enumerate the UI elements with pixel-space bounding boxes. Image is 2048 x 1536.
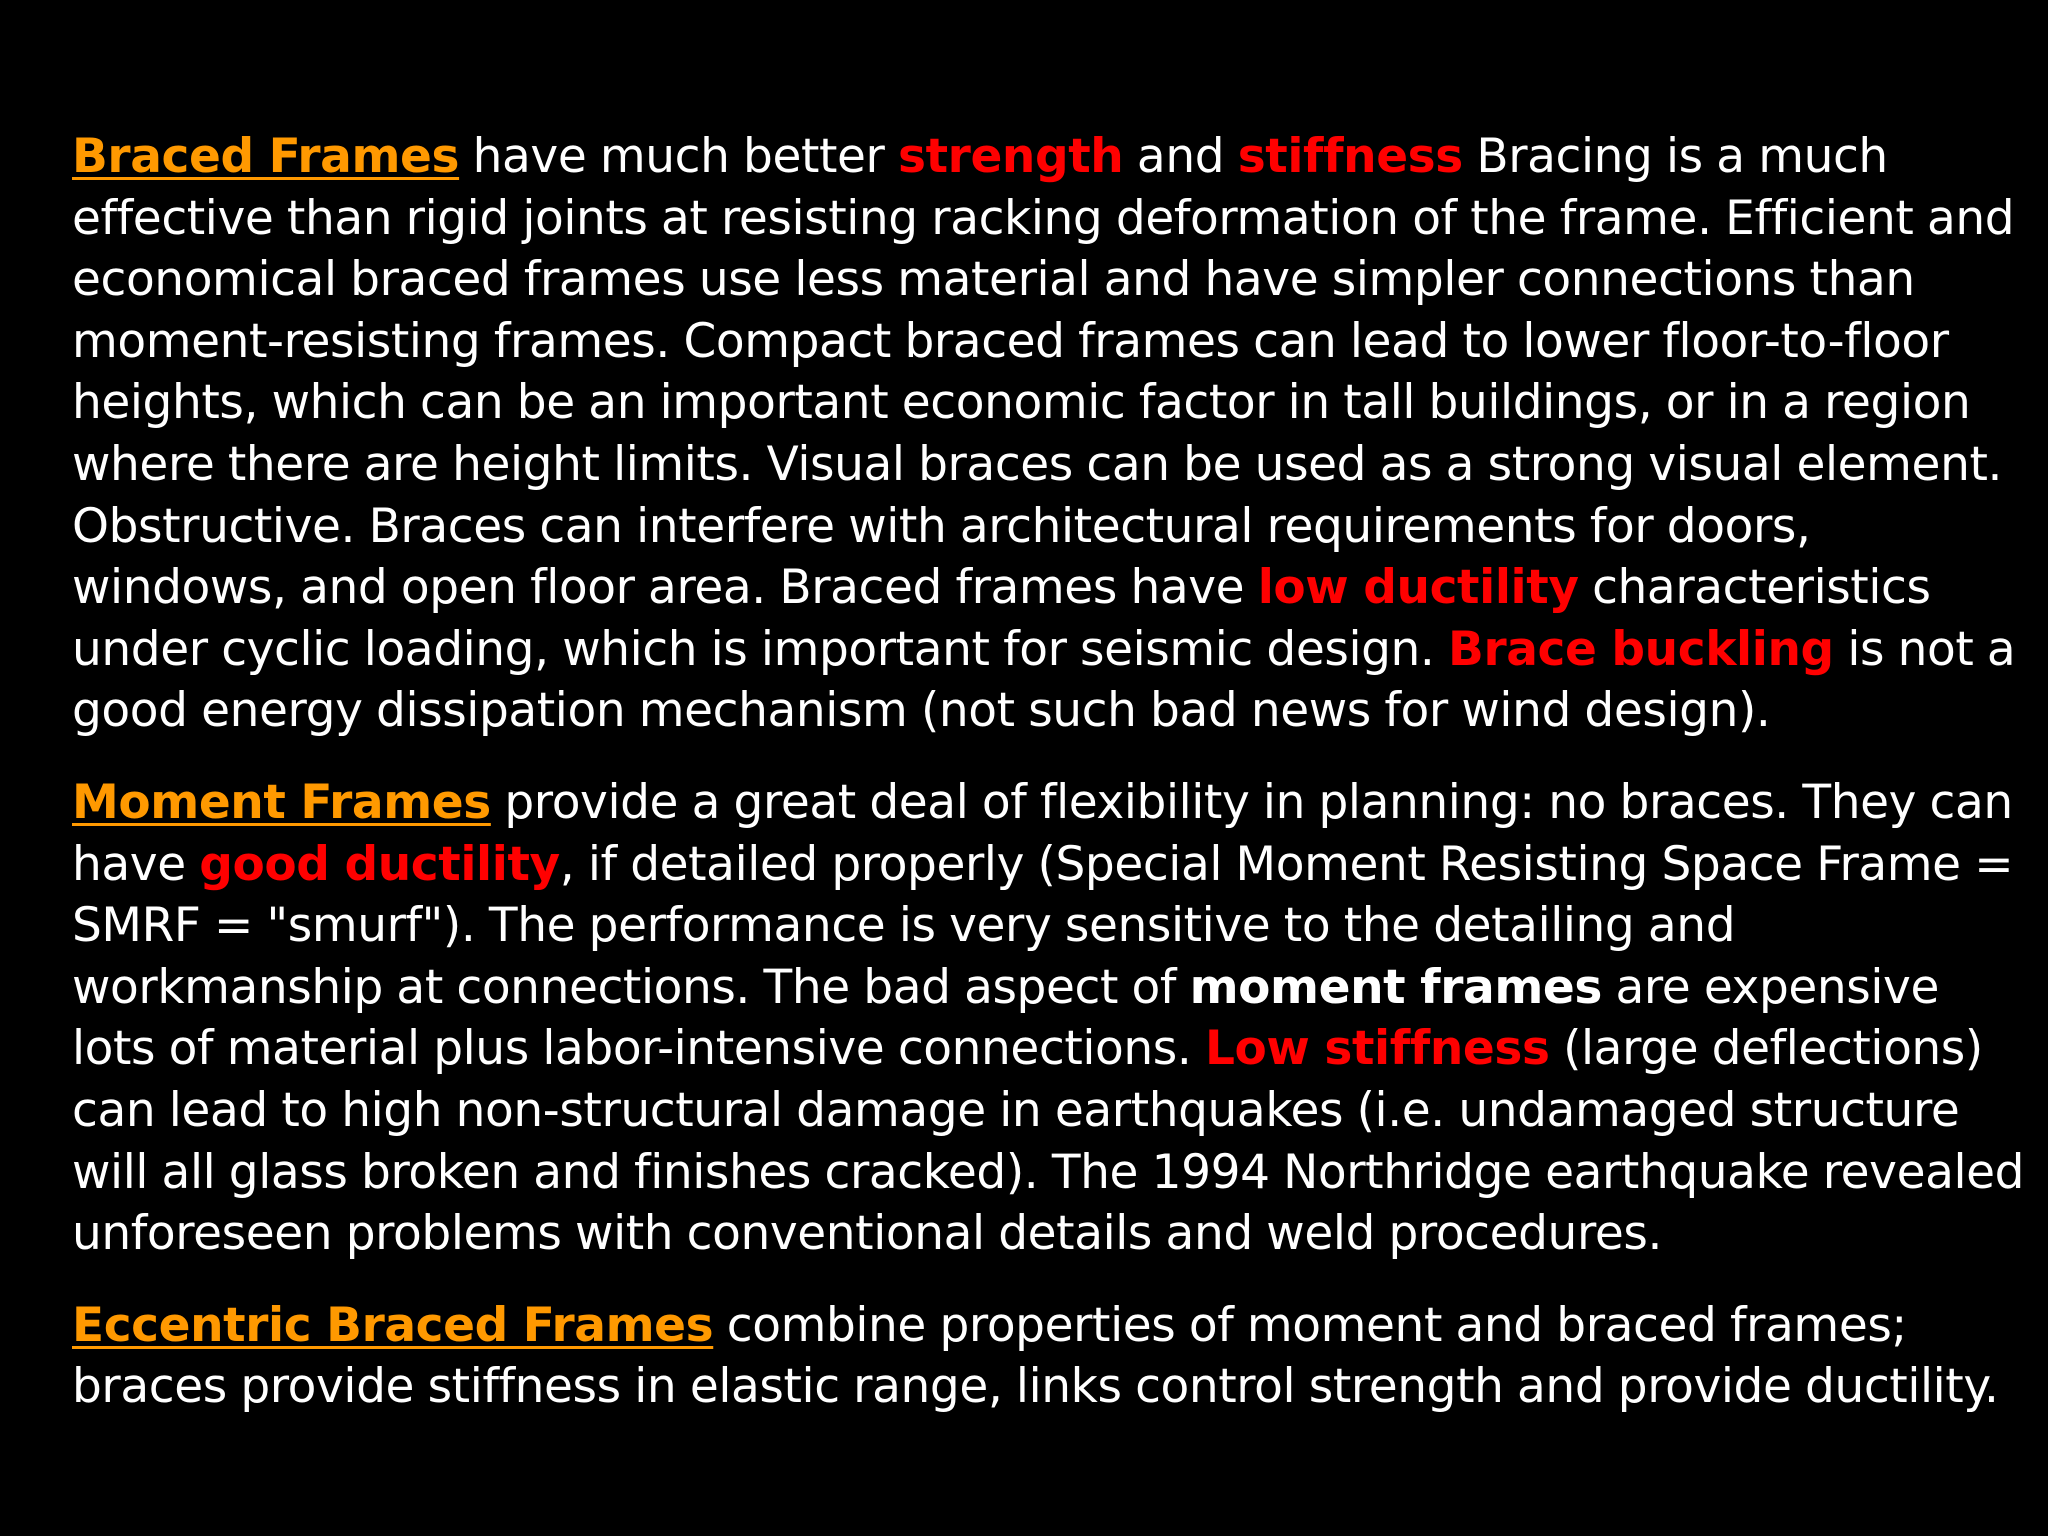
text-span: have much better [459,129,899,184]
text-span: and [1123,129,1238,184]
text-span: provide a great deal of flexibility in planning: no braces. They can have [72,774,2013,892]
heading-eccentric-braced-frames[interactable]: Eccentric Braced Frames [72,1297,714,1353]
bold-moment-frames: moment frames [1189,959,1602,1015]
slide-content [72,126,2032,1418]
paragraph-braced-frames [72,126,2032,742]
text-span: Bracing is a much effective than rigid joints at resisting racking deformation of the frame. Efficient and economical braced frames use less material and have simpler connections than moment-resisting frames. Compact braced frames can lead to lower floor-to-floor heights, which can be an important economic factor in tall buildings, or in a region where there are height limits. Visual braces can be used as a strong visual element. Obstructive. Braces can interfere with architectural requirements for doors, windows, and open floor area. Braced frames have [72,129,2015,616]
emphasis-good-ductility: good ductility [199,836,560,892]
emphasis-stiffness: stiffness [1237,129,1463,184]
text-span: , if detailed properly (Special Moment Resisting Space Frame = SMRF = "smurf"). The performance is very sensitive to the detailing and workmanship at connections. The bad aspect of [72,836,2014,1015]
text-span: is not a good energy dissipation mechanism (not such bad news for wind design). [72,621,2016,739]
emphasis-strength: strength [898,129,1124,184]
text-span: combine properties of moment and braced frames; braces provide stiffness in elastic range, links control strength and provide ductility. [72,1297,1999,1415]
emphasis-low-stiffness: Low stiffness [1204,1021,1550,1077]
text-span: characteristics under cyclic loading, which is important for seismic design. [72,560,1931,677]
emphasis-brace-buckling: Brace buckling [1448,621,1834,677]
text-span: (large deflections) can lead to high non-structural damage in earthquakes (i.e. undamaged structure will all glass broken and finishes cracked). The 1994 Northridge earthquake revealed unforeseen problems with conventional details and weld procedures. [72,1021,2025,1262]
emphasis-low-ductility: low ductility [1257,560,1579,616]
heading-braced-frames[interactable]: Braced Frames [72,129,460,184]
text-span: are expensive lots of material plus labor-intensive connections. [72,959,1939,1077]
heading-moment-frames[interactable]: Moment Frames [72,774,491,830]
paragraph-moment-frames [72,772,2032,1265]
paragraph-eccentric-braced-frames [72,1295,2032,1418]
